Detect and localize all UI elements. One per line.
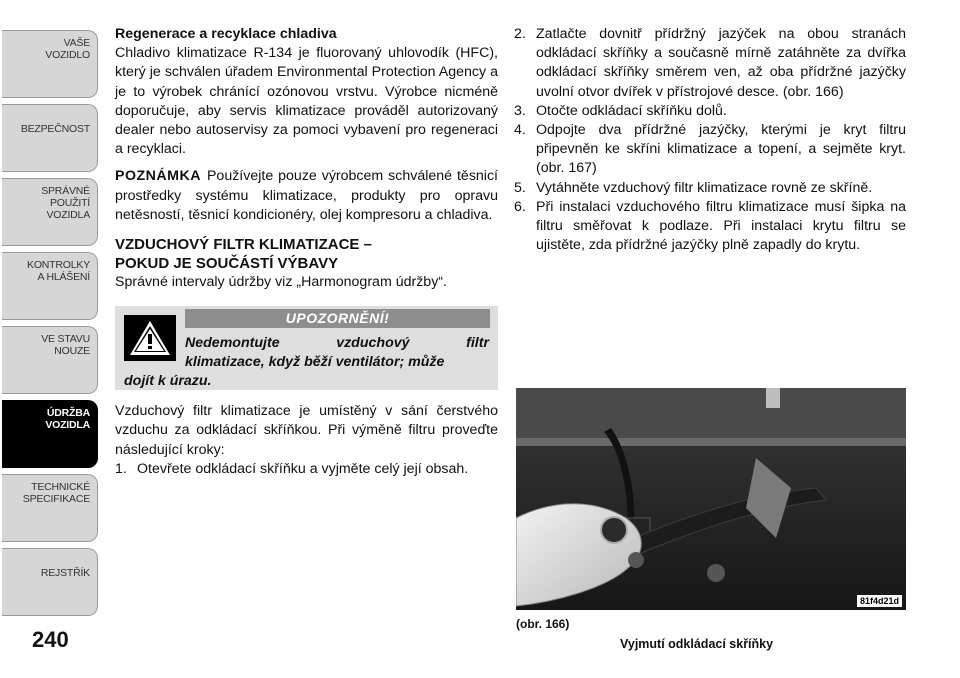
left-column <box>115 25 498 479</box>
tab-kontrolky[interactable] <box>2 252 98 320</box>
warning-title: UPOZORNĚNÍ! <box>185 309 490 328</box>
tab-label: SPRÁVNÉ POUŽITÍ VOZIDLA <box>41 185 90 221</box>
filter-text: Vzduchový filtr klimatizace je umístěný v sání čerstvého vzduchu za odkládací skříňkou. Při výměně filtru proveďte následující kroky: <box>115 403 498 458</box>
tab-label: BEZPEČNOST <box>20 123 90 135</box>
step-number: 2. <box>514 26 526 42</box>
warning-box <box>115 306 498 390</box>
glovebox-illustration <box>516 388 906 610</box>
step-number: 1. <box>115 460 127 477</box>
step-text: Otočte odkládací skříňku dolů. <box>536 102 727 119</box>
step-text: Při instalaci vzduchového filtru klimatizace musí šipka na filtru směřovat k podlaze. Při instalaci krytu filtru se ujistěte, zda přídržné jazýčky plně zapadly do krytu. <box>536 198 906 254</box>
step-text: Vytáhněte vzduchový filtr klimatizace rovně ze skříně. <box>536 179 873 196</box>
steps-list-left <box>115 460 498 479</box>
list-item <box>514 121 906 179</box>
glovebox-photo <box>516 388 906 610</box>
step-number: 6. <box>514 198 526 215</box>
list-item <box>514 198 906 256</box>
tab-technicke-specifikace[interactable] <box>2 474 98 542</box>
right-column <box>514 25 906 255</box>
tab-label: KONTROLKY A HLÁŠENÍ <box>27 259 90 283</box>
step-number: 3. <box>514 102 526 119</box>
list-item <box>115 460 498 479</box>
tab-label: TECHNICKÉ SPECIFIKACE <box>22 481 90 505</box>
tab-label: VE STAVU NOUZE <box>41 333 90 357</box>
tab-label: REJSTŘÍK <box>40 567 90 579</box>
figure-reference: (obr. 166) <box>516 617 570 631</box>
tab-rejstrik[interactable] <box>2 548 98 616</box>
tab-udrzba-vozidla[interactable] <box>2 400 98 468</box>
note-paragraph <box>115 167 498 225</box>
step-number: 5. <box>514 179 526 196</box>
figure-caption: Vyjmutí odkládací skříňky <box>620 637 774 651</box>
list-item <box>514 102 906 121</box>
note-text: Používejte pouze výrobcem schválené těsnicí prostředky systému klimatizace, produkty pro opravu netěsností, těsnicí kondicionéry, olej kompresoru a chladiva. <box>115 168 498 223</box>
tab-ve-stavu-nouze[interactable] <box>2 326 98 394</box>
steps-list-right <box>514 25 906 255</box>
warning-line1: Nedemontujte vzduchový filtr <box>185 335 489 352</box>
list-item <box>514 179 906 198</box>
section-text: Chladivo klimatizace R-134 je fluorovaný uhlovodík (HFC), který je schválen úřadem Environmental Protection Agency a je to výrobek chránící ozónovou vrstvu. Výrobce nicméně doporučuje, aby servis klimatizace prováděl autorizovaný dealer nebo autoservisy za pomoci vybavení pro regeneraci a recyklaci. <box>115 45 498 158</box>
warning-line2: klimatizace, když běží ventilátor; může <box>185 354 445 371</box>
heading-line1: VZDUCHOVÝ FILTR KLIMATIZACE – <box>115 236 372 254</box>
tab-label: VAŠE VOZIDLO <box>45 37 90 61</box>
tab-bezpecnost[interactable] <box>2 104 98 172</box>
list-item <box>514 25 906 102</box>
tab-label: ÚDRŽBA VOZIDLA <box>45 407 90 431</box>
page-number: 240 <box>32 627 69 652</box>
intervals-text: Správné intervaly údržby viz „Harmonogram údržby“. <box>115 274 447 291</box>
tab-spravne-pouziti[interactable] <box>2 178 98 246</box>
warning-text <box>124 334 489 391</box>
warning-line3: dojít k úrazu. <box>124 373 212 390</box>
heading-line2: POKUD JE SOUČÁSTÍ VÝBAVY <box>115 255 339 273</box>
figure-code: 81f4d21d <box>857 595 902 607</box>
step-text: Odpojte dva přídržné jazýčky, kterými je kryt filtru připevněn ke skříni klimatizace a topení, a sejměte kryt. (obr. 167) <box>536 122 906 177</box>
step-text: Zatlačte dovnitř přídržný jazýček na obou stranách odkládací skříňky a současně mírně zatáhněte za dvířka odkládací skříňky směrem ven, až oba přídržné jazýčky uvolní otvor dvířek v přístrojové desce. (obr. 166) <box>536 26 906 100</box>
step-text: Otevřete odkládací skříňku a vyjměte celý její obsah. <box>137 460 469 477</box>
chapter-tabs <box>0 0 101 678</box>
section-title: Regenerace a recyklace chladiva <box>115 26 337 42</box>
tab-vase-vozidlo[interactable] <box>2 30 98 98</box>
step-number: 4. <box>514 122 526 139</box>
note-label: POZNÁMKA <box>115 168 201 185</box>
